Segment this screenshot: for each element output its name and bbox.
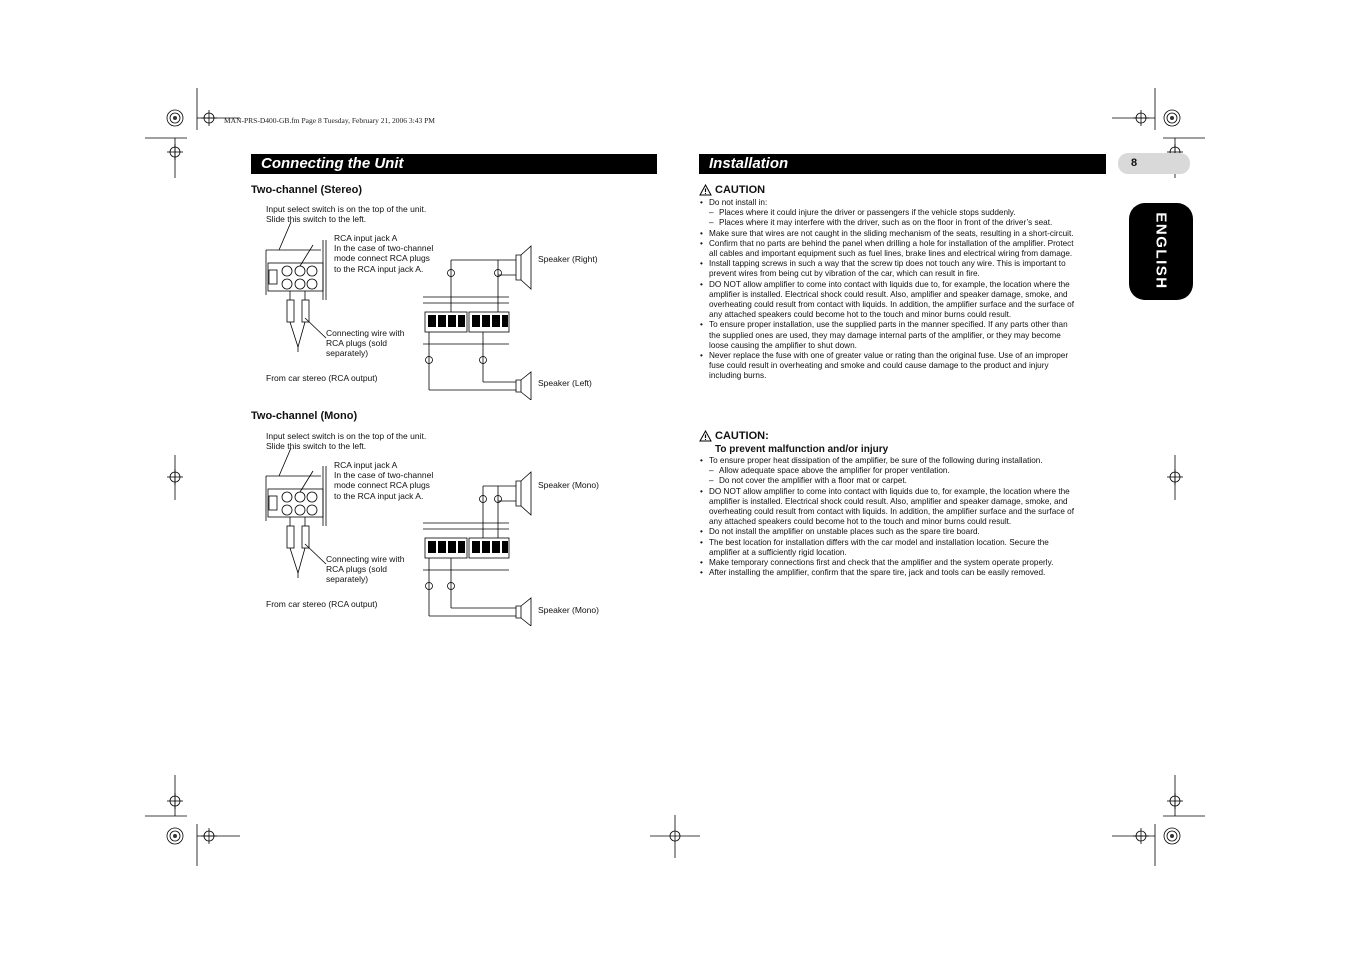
caution-heading: CAUTION	[699, 184, 1074, 196]
list-item: • DO NOT allow amplifier to come into contact with liquids due to, for example, the location where the amplifier is installed. Electrical shock could result. Also, amplifier and speaker damage, smoke, and overheating could result from contact with liquids. In addition, the amplifier surface and the surface of any attached speakers could become hot to the touch and minor burns could result.	[699, 487, 1074, 528]
from-label: From car stereo (RCA output)	[266, 373, 378, 383]
list-item: • Do not install the amplifier on unstable places such as the spare tire board.	[699, 527, 1074, 537]
caution-heading: CAUTION:	[699, 430, 1074, 442]
caution-section-2	[699, 430, 1074, 578]
list-item: • Install tapping screws in such a way that the screw tip does not touch any wire. This is important to prevent wires from being cut by vibration of the car, which can result in fire.	[699, 259, 1074, 279]
jack-note: RCA input jack A In the case of two-channel mode connect RCA plugs to the RCA input jack A.	[334, 233, 434, 274]
list-item: • The best location for installation differs with the car model and installation location. Secure the amplifier at a sufficiently rigid location.	[699, 538, 1074, 558]
language-tab	[1129, 203, 1193, 300]
mono-heading: Two-channel (Mono)	[251, 410, 358, 422]
mono-diagram	[251, 426, 631, 626]
section-title-connecting: Connecting the Unit	[251, 154, 657, 174]
caution-list	[699, 198, 1074, 382]
list-item: – Places where it could injure the driver or passengers if the vehicle stops suddenly.	[709, 208, 1074, 218]
stereo-heading: Two-channel (Stereo)	[251, 184, 363, 196]
file-header: MAN-PRS-D400-GB.fm Page 8 Tuesday, February 21, 2006 3:43 PM	[224, 116, 435, 125]
sub-list	[709, 208, 1074, 228]
wire-note: Connecting wire with RCA plugs (sold separately)	[326, 328, 405, 359]
caution-list	[699, 456, 1074, 578]
list-item: – Do not cover the amplifier with a floor mat or carpet.	[709, 476, 1074, 486]
list-item: • Make temporary connections first and check that the amplifier and the system operate properly.	[699, 558, 1074, 568]
list-item: • Make sure that wires are not caught in the sliding mechanism of the seats, resulting in a short-circuit.	[699, 229, 1074, 239]
switch-note: Input select switch is on the top of the unit. Slide this switch to the left.	[266, 204, 427, 225]
stereo-wiring-svg	[251, 200, 631, 400]
list-item: • After installing the amplifier, confirm that the spare tire, jack and tools can be easily removed.	[699, 568, 1074, 578]
sub-list	[709, 466, 1074, 486]
mono-wiring-svg	[251, 426, 631, 626]
page-number: 8	[1118, 153, 1190, 174]
list-item: • To ensure proper installation, use the supplied parts in the manner specified. If any parts other than the supplied ones are used, they may damage internal parts of the amplifier, or they may become loose causing the amplifier to shut down.	[699, 320, 1074, 351]
jack-note: RCA input jack A In the case of two-channel mode connect RCA plugs to the RCA input jack A.	[334, 460, 434, 501]
switch-note: Input select switch is on the top of the unit. Slide this switch to the left.	[266, 431, 427, 452]
list-item: • Do not install in: – Places where it could injure the driver or passengers if the vehicle stops suddenly. – Places where it may interfere with the driver, such as on the floor in front of the driver’s seat.	[699, 198, 1074, 229]
speaker-mono-bottom-label: Speaker (Mono)	[538, 605, 599, 615]
section-title-installation: Installation	[699, 154, 1106, 174]
language-label: ENGLISH	[1152, 212, 1170, 290]
list-item: • Confirm that no parts are behind the panel when drilling a hole for installation of the amplifier. Protect all cables and important equipment such as fuel lines, brake lines and electrical wiring from damage.	[699, 239, 1074, 259]
caution-subtitle: To prevent malfunction and/or injury	[715, 444, 889, 455]
wire-note: Connecting wire with RCA plugs (sold separately)	[326, 554, 405, 585]
stereo-diagram	[251, 200, 631, 400]
list-item: – Places where it may interfere with the driver, such as on the floor in front of the driver’s seat.	[709, 218, 1074, 228]
speaker-left-label: Speaker (Left)	[538, 378, 592, 388]
from-label: From car stereo (RCA output)	[266, 599, 378, 609]
speaker-mono-top-label: Speaker (Mono)	[538, 480, 599, 490]
list-item: – Allow adequate space above the amplifier for proper ventilation.	[709, 466, 1074, 476]
list-item: • DO NOT allow amplifier to come into contact with liquids due to, for example, the location where the amplifier is installed. Electrical shock could result. Also, amplifier and speaker damage, smoke, and overheating could result from contact with liquids. In addition, the amplifier surface and the surface of any attached speakers could become hot to the touch and minor burns could result.	[699, 280, 1074, 321]
warning-icon	[699, 430, 712, 442]
caution-section-1	[699, 184, 1074, 382]
list-item: • To ensure proper heat dissipation of the amplifier, be sure of the following during installation. – Allow adequate space above the amplifier for proper ventilation. – Do not cover the amplifier with a floor mat or carpet.	[699, 456, 1074, 487]
list-item: • Never replace the fuse with one of greater value or rating than the original fuse. Use of an improper fuse could result in overheating and smoke and could cause damage to the product and injury including burns.	[699, 351, 1074, 382]
warning-icon	[699, 184, 712, 196]
speaker-right-label: Speaker (Right)	[538, 254, 598, 264]
